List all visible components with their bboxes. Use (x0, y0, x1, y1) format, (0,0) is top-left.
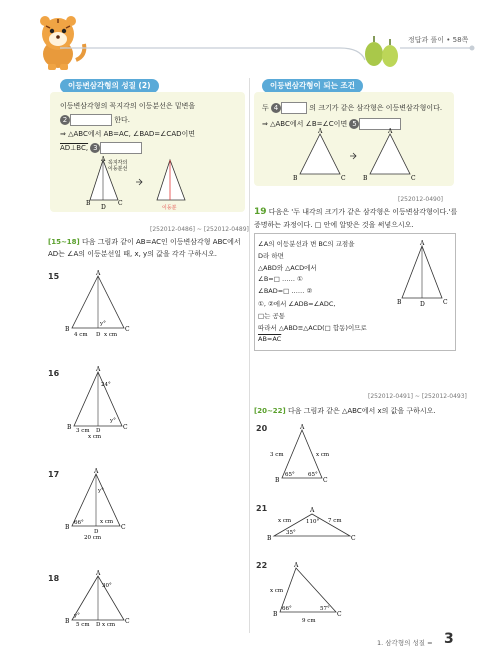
question-19-number: 19 (254, 207, 267, 217)
p17-label-66deg: 66° (74, 520, 84, 526)
p21-label-c: C (351, 535, 356, 542)
problem-15-number: 15 (48, 272, 60, 281)
fig-label-apex-bisector-2: 이등분선 (108, 166, 128, 172)
instruction-line-1: 다음 그림과 같이 AB=AC인 이등변삼각형 ABC에서 (81, 238, 241, 246)
p16-label-d: D (96, 428, 101, 434)
instruction-20-22 (254, 406, 436, 416)
fig-label-apex-bisector-1: 꼭지각의 (108, 160, 128, 166)
fig-label-c: C (118, 200, 123, 207)
answer-blank-4[interactable] (281, 102, 307, 114)
answer-blank-2[interactable] (70, 114, 112, 126)
problem-20-figure (268, 422, 348, 488)
blank-number-4: 4 (271, 103, 281, 113)
p16-label-a: A (96, 366, 101, 373)
p15-label-d: D (96, 332, 101, 338)
problem-22-number: 22 (256, 561, 268, 570)
concept-line-3: ⇒ △ABC에서 AB=AC, ∠BAD=∠CAD이면 (60, 130, 196, 138)
problem-17-figure (62, 468, 142, 540)
proof-line-1: ∠A의 이등분선과 변 BC의 교점을 (258, 240, 355, 248)
proof-line-6: ①, ②에서 ∠ADB=∠ADC, (258, 300, 336, 308)
p18-label-y: y° (74, 613, 80, 619)
blank-number-5: 5 (349, 119, 359, 129)
concept-figure-bisector (88, 156, 198, 210)
proof-line-7: □는 공통 (258, 312, 286, 320)
p21-label-a: A (310, 507, 315, 514)
answer-blank-3[interactable] (100, 142, 142, 154)
proof-fig-a: A (420, 240, 425, 247)
p20-label-a: A (300, 424, 305, 431)
cond-fig2-c: C (411, 175, 416, 182)
condition-line-1a: 두 (262, 104, 269, 112)
problem-16-number: 16 (48, 369, 60, 378)
cond-fig1-c: C (341, 175, 346, 182)
concept-line-2 (60, 114, 130, 126)
concept-line-2-text: 한다. (114, 116, 130, 124)
problem-18-number: 18 (48, 574, 60, 583)
cond-fig2-a: A (388, 128, 393, 135)
p15-label-x: x cm (104, 332, 118, 338)
problem-21-number: 21 (256, 504, 268, 513)
header-band (0, 0, 500, 70)
p18-label-c: C (125, 618, 130, 625)
p17-label-a: A (94, 468, 99, 475)
blank-number-2: 2 (60, 115, 70, 125)
p16-label-x: x cm (88, 434, 102, 440)
p16-label-c: C (123, 424, 128, 431)
p22-label-57deg: 57° (320, 606, 330, 612)
p18-label-x: x cm (102, 622, 116, 628)
p18-label-b: B (65, 618, 70, 625)
p21-label-x: x cm (278, 518, 292, 524)
problem-code-left: [252012-0486] ~ [252012-0489] (150, 226, 249, 233)
instruction-20-22-text: 다음 그림과 같은 △ABC에서 x의 값을 구하시오. (287, 407, 436, 415)
p18-label-30deg: 30° (102, 583, 112, 589)
instruction-range-20-22: [20~22] (254, 407, 286, 415)
p22-label-b: B (273, 611, 278, 618)
condition-line-1 (262, 102, 442, 114)
condition-figure (290, 128, 420, 184)
p17-label-x: x cm (100, 519, 114, 525)
p21-label-b: B (267, 535, 272, 542)
p17-label-20cm: 20 cm (84, 535, 102, 541)
blank-number-3: 3 (90, 143, 100, 153)
proof-figure (398, 238, 450, 310)
question-19-line-1 (254, 207, 457, 217)
p16-label-b: B (67, 424, 72, 431)
p17-label-c: C (121, 524, 126, 531)
answer-page-reference: 정답과 풀이 • 58쪽 (408, 36, 469, 44)
proof-line-2: D라 하면 (258, 252, 284, 260)
p16-label-3cm: 3 cm (76, 428, 90, 434)
concept-line-4-text: AD⊥BC, (60, 144, 89, 152)
cond-fig2-b: B (363, 175, 368, 182)
condition-line-2-text: ⇒ △ABC에서 ∠B=∠C이면 (262, 120, 348, 128)
p16-label-y: y° (110, 418, 116, 424)
problem-18-figure (62, 570, 142, 632)
p20-label-b: B (275, 477, 280, 484)
p21-label-110deg: 110° (306, 519, 320, 525)
p20-label-3cm: 3 cm (270, 452, 284, 458)
fig-label-bisect: 이등분 (162, 205, 177, 211)
fig-label-d: D (101, 204, 106, 211)
concept-line-4 (60, 142, 142, 154)
instruction-range: [15~18] (48, 238, 80, 246)
proof-line-3: △ABD와 △ACD에서 (258, 264, 317, 272)
p18-label-d: D (96, 622, 101, 628)
problem-code-19: [252012-0490] (398, 196, 444, 203)
problem-22-figure (266, 560, 356, 626)
problem-code-20-22: [252012-0491] ~ [252012-0493] (368, 393, 467, 400)
section-pill-isosceles-condition: 이등변삼각형이 되는 조건 (262, 79, 363, 93)
fig-label-b: B (86, 200, 91, 207)
p22-label-x: x cm (270, 588, 284, 594)
p21-label-35deg: 35° (286, 530, 296, 536)
fig-label-a: A (101, 156, 106, 163)
condition-line-1b: 의 크기가 같은 삼각형은 이등변삼각형이다. (309, 104, 443, 112)
p21-label-7cm: 7 cm (328, 518, 342, 524)
section-pill-isosceles-property: 이등변삼각형의 성질 (2) (60, 79, 159, 93)
p17-label-b: B (65, 524, 70, 531)
proof-line-4: ∠B=□ …… ① (258, 275, 303, 283)
column-divider (249, 78, 250, 633)
p22-label-9cm: 9 cm (302, 618, 316, 624)
p20-label-c: C (323, 477, 328, 484)
p15-label-c: C (125, 326, 130, 333)
proof-fig-d: D (420, 301, 425, 308)
proof-line-9: AB=AC (258, 335, 282, 343)
p15-label-a: A (96, 270, 101, 277)
footer-section-title: 1. 삼각형의 성질 = (377, 639, 433, 647)
p20-label-x: x cm (316, 452, 330, 458)
p18-label-5cm: 5 cm (76, 622, 90, 628)
proof-line-8: 따라서 △ABD≡△ACD(□ 합동)이므로 (258, 324, 367, 332)
pear-decoration-icon (360, 30, 404, 70)
p20-label-65deg-b: 65° (285, 472, 295, 478)
p20-label-65deg-c: 65° (308, 472, 318, 478)
proof-line-5: ∠BAD=□ …… ② (258, 287, 313, 295)
p15-label-4cm: 4 cm (74, 332, 88, 338)
p18-label-a: A (96, 570, 101, 577)
instruction-15-18 (48, 237, 241, 247)
problem-21-figure (266, 504, 362, 544)
p22-label-c: C (337, 611, 342, 618)
p17-label-y: y° (98, 488, 104, 494)
p22-label-66deg: 66° (282, 606, 292, 612)
p16-label-24deg: 24° (101, 382, 111, 388)
problem-20-number: 20 (256, 424, 268, 433)
problem-17-number: 17 (48, 470, 60, 479)
page-number: 3 (444, 631, 454, 647)
problem-16-figure (62, 366, 142, 438)
p17-label-d: D (94, 529, 99, 535)
p22-label-a: A (294, 562, 299, 569)
instruction-line-2: AD는 ∠A의 이등분선일 때, x, y의 값을 각각 구하시오. (48, 250, 217, 258)
question-19-text-2: 증명하는 과정이다. □ 안에 알맞은 것을 써넣으시오. (254, 221, 414, 229)
p15-label-y: y° (100, 321, 106, 327)
proof-fig-b: B (397, 299, 402, 306)
question-19-text-1: 다음은 '두 내각의 크기가 같은 삼각형은 이등변삼각형이다.'를 (268, 208, 458, 216)
concept-line-1: 이등변삼각형의 꼭지각의 이등분선은 밑변을 (60, 102, 196, 110)
p15-label-b: B (65, 326, 70, 333)
proof-fig-c: C (443, 299, 448, 306)
cond-fig1-a: A (318, 128, 323, 135)
problem-15-figure (62, 268, 142, 340)
cond-fig1-b: B (293, 175, 298, 182)
